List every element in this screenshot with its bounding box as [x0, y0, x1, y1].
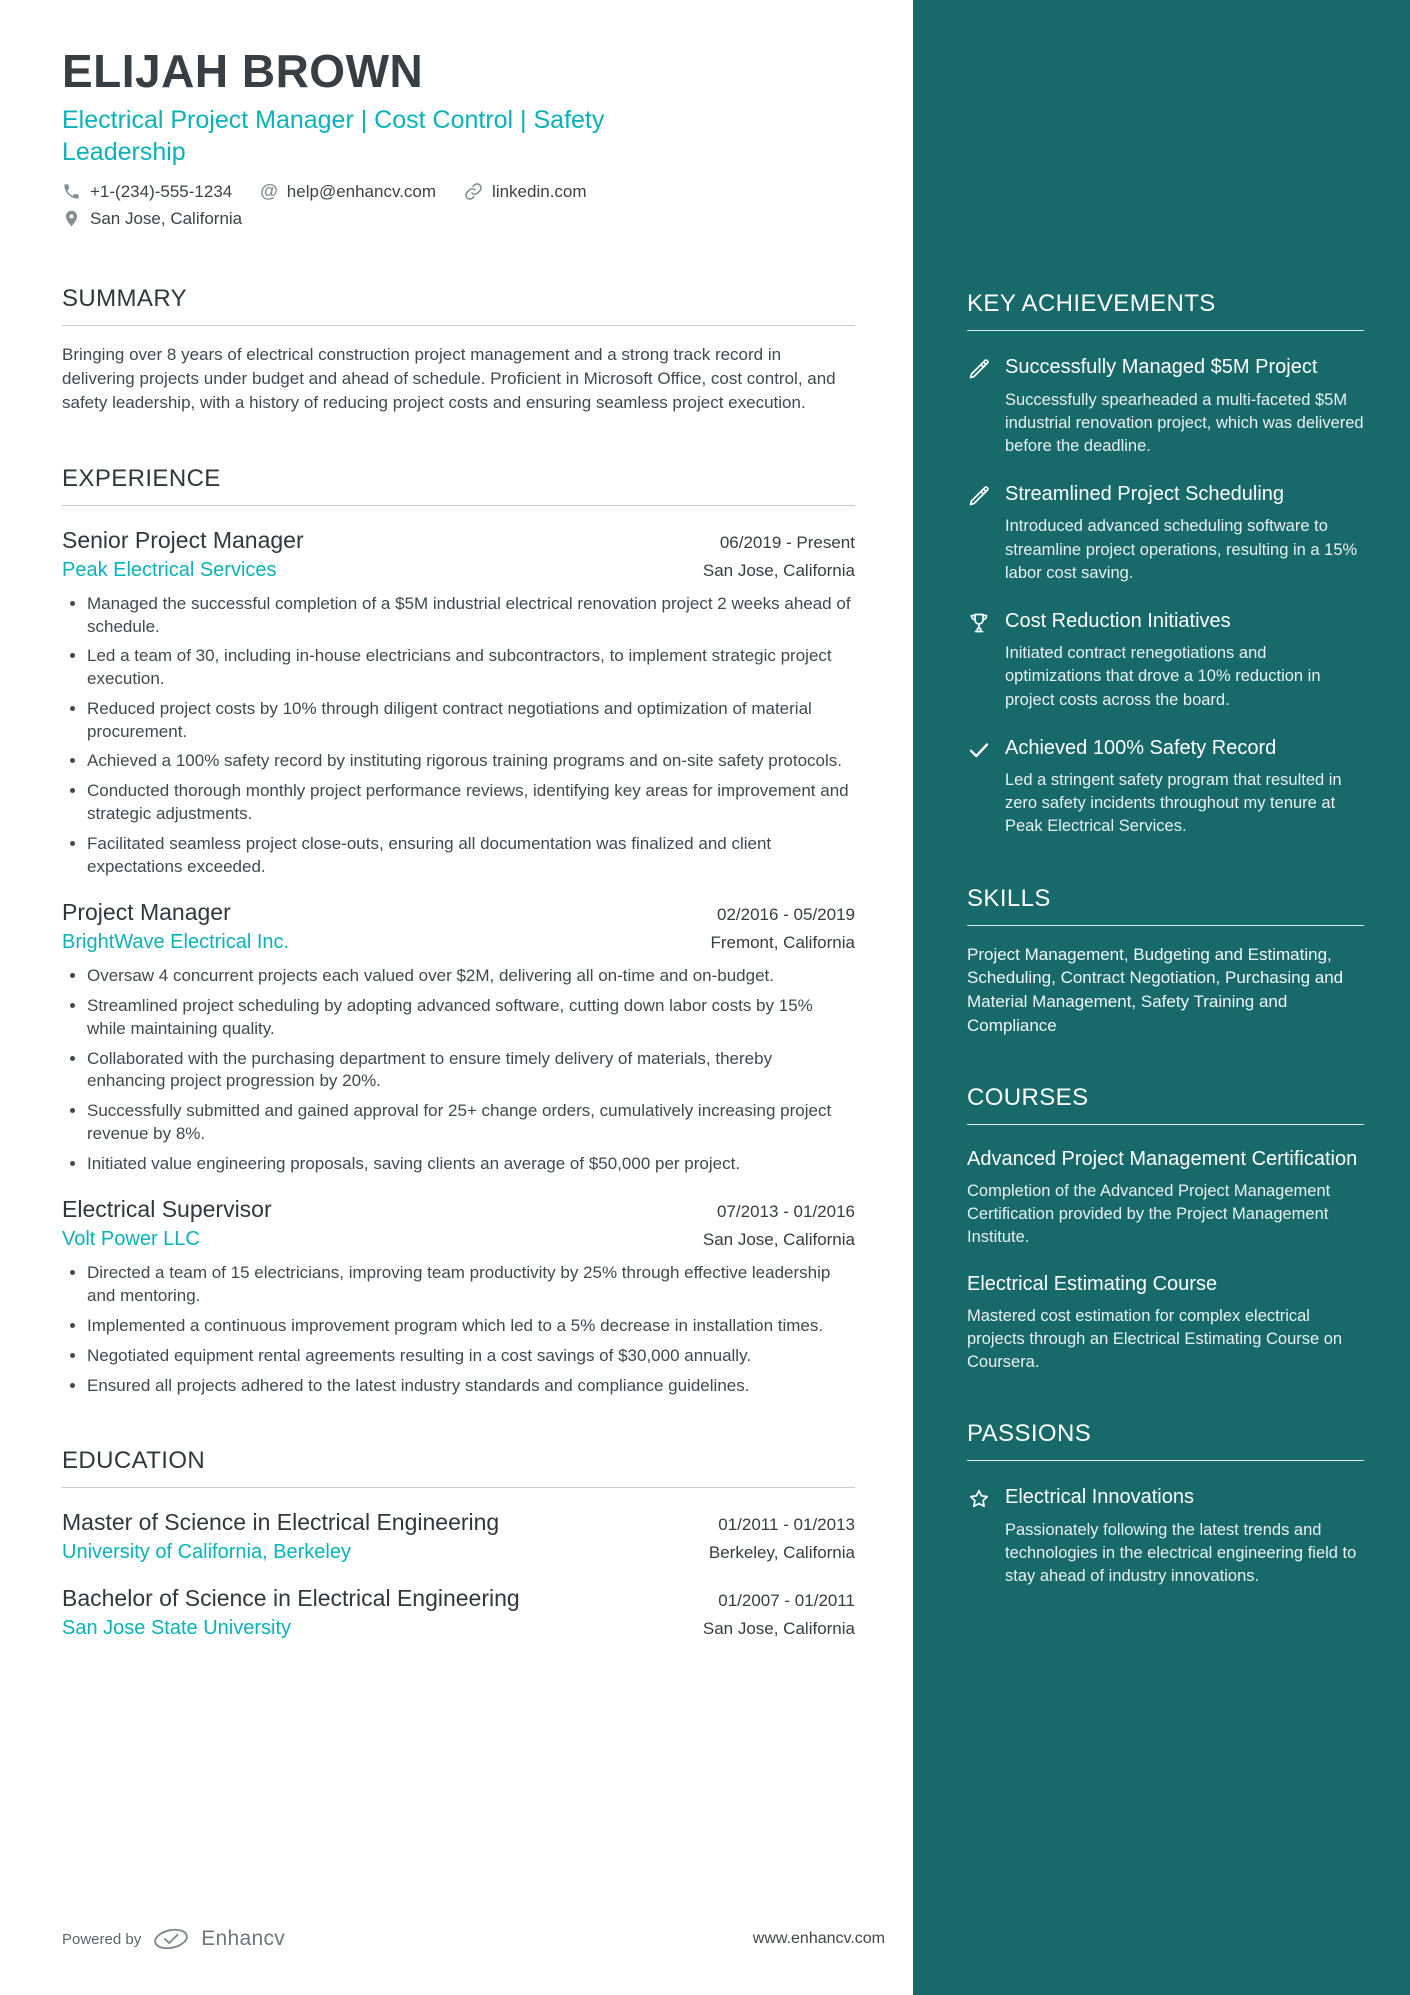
passion-title: Electrical Innovations: [1005, 1486, 1194, 1509]
achievement-body: [1005, 355, 1364, 458]
bullet: • Conducted thorough monthly project performance reviews, identifying key areas for improvement and strategic adjustments.: [87, 780, 855, 826]
company-name: Peak Electrical Services: [62, 558, 277, 581]
job-entry: [62, 1196, 855, 1397]
summary-section: [62, 285, 855, 415]
job-dates: 06/2019 - Present: [719, 532, 855, 552]
company-name: BrightWave Electrical Inc.: [62, 931, 290, 954]
degree-dates: 01/2011 - 01/2013: [718, 1515, 855, 1535]
job-title-row: [62, 899, 855, 926]
summary-heading: SUMMARY: [62, 285, 855, 326]
sidebar: [913, 0, 1410, 1995]
footer: [62, 1927, 885, 1951]
skills-text: Project Management, Budgeting and Estimating, Scheduling, Contract Negotiation, Purchasing and Material Management, Safety Training and Compliance: [967, 944, 1344, 1035]
achievement-body: [1005, 482, 1364, 585]
pen-icon: [967, 357, 991, 381]
course-text: Mastered cost estimation for complex electrical projects through an Electrical Estimating Course on Coursera.: [967, 1307, 1343, 1372]
job-bullets: [62, 965, 855, 1175]
bullet: • Negotiated equipment rental agreements resulting in a cost savings of $30,000 annually.: [87, 1345, 855, 1368]
job-dates: 02/2016 - 05/2019: [716, 905, 855, 925]
link-icon: [464, 182, 483, 201]
degree-school-row: [62, 1617, 855, 1640]
job-location: Fremont, California: [710, 933, 855, 953]
job-company-row: [62, 1228, 855, 1251]
linkedin-url: linkedin.com: [492, 181, 587, 201]
degree-location: San Jose, California: [702, 1619, 855, 1639]
candidate-name: ELIJAH BROWN: [62, 45, 424, 97]
location-contact: [62, 209, 242, 229]
achievement-text: Led a stringent safety program that resulted in zero safety incidents throughout my tenure at Peak Electrical Services.: [1005, 771, 1342, 836]
passion-body: [1005, 1485, 1364, 1588]
courses-heading: COURSES: [967, 1084, 1364, 1125]
experience-section: [62, 465, 855, 1397]
job-title: Electrical Supervisor: [62, 1196, 272, 1223]
phone-icon: [62, 182, 81, 201]
degree-title: Master of Science in Electrical Engineering: [62, 1509, 500, 1536]
courses-section: [967, 1084, 1364, 1375]
job-company-row: [62, 931, 855, 954]
job-location: San Jose, California: [702, 1230, 855, 1250]
job-bullets: [62, 593, 855, 878]
star-icon: [967, 1487, 991, 1511]
candidate-headline: Electrical Project Manager | Cost Control | Safety Leadership: [62, 105, 605, 167]
bullet: • Achieved a 100% safety record by instituting rigorous training programs and on-site safety protocols.: [87, 750, 855, 773]
passion-item: [967, 1485, 1364, 1588]
job-title-row: [62, 527, 855, 554]
job-title: Senior Project Manager: [62, 526, 304, 553]
degree-entry: [62, 1585, 855, 1640]
job-company-row: [62, 559, 855, 582]
degree-title-row: [62, 1509, 855, 1536]
job-title: Project Manager: [62, 899, 231, 926]
skills-section: [967, 885, 1364, 1038]
key-achievements-heading: KEY ACHIEVEMENTS: [967, 290, 1364, 331]
education-heading: EDUCATION: [62, 1447, 855, 1488]
course-item: [967, 1147, 1364, 1250]
job-entry: [62, 899, 855, 1175]
email-address: help@enhancv.com: [286, 181, 437, 201]
course-title: Advanced Project Management Certification: [967, 1147, 1358, 1170]
passions-heading: PASSIONS: [967, 1420, 1364, 1461]
at-icon: @: [260, 181, 278, 202]
passions-section: [967, 1420, 1364, 1588]
school-name: San Jose State University: [62, 1617, 291, 1640]
key-achievements-section: [967, 290, 1364, 839]
bullet: • Successfully submitted and gained approval for 25+ change orders, cumulatively increasing project revenue by 8%.: [87, 1100, 855, 1146]
job-dates: 07/2013 - 01/2016: [716, 1202, 855, 1222]
achievement-item: [967, 736, 1364, 839]
pen-icon: [967, 484, 991, 508]
course-item: [967, 1272, 1364, 1375]
job-location: San Jose, California: [702, 560, 855, 580]
degree-title-row: [62, 1585, 855, 1612]
job-bullets: [62, 1262, 855, 1397]
bullet: • Facilitated seamless project close-outs, ensuring all documentation was finalized and client expectations exceeded.: [87, 833, 855, 879]
bullet: • Ensured all projects adhered to the latest industry standards and compliance guidelines.: [87, 1375, 855, 1398]
job-entry: [62, 527, 855, 878]
trophy-icon: [967, 611, 991, 635]
enhancv-logo-icon: [152, 1927, 190, 1951]
contact-row-2: [62, 209, 855, 229]
experience-heading: EXPERIENCE: [62, 465, 855, 506]
summary-text: Bringing over 8 years of electrical construction project management and a strong track record in delivering projects under budget and ahead of schedule. Proficient in Microsoft Office, cost control, and safety leadership, with a history of reducing project costs and ensuring seamless project execution.: [62, 344, 836, 412]
bullet: • Implemented a continuous improvement program which led to a 5% decrease in installation times.: [87, 1315, 855, 1338]
powered-by-label: Powered by: [62, 1930, 142, 1948]
achievement-title: Successfully Managed $5M Project: [1005, 356, 1318, 378]
achievement-item: [967, 609, 1364, 712]
check-icon: [967, 738, 991, 762]
passion-text: Passionately following the latest trends and technologies in the electrical engineering field to stay ahead of industry innovations.: [1005, 1521, 1357, 1586]
achievement-title: Streamlined Project Scheduling: [1005, 482, 1285, 505]
achievement-text: Initiated contract renegotiations and optimizations that drove a 10% reduction in project costs across the board.: [1005, 644, 1321, 709]
achievement-title: Achieved 100% Safety Record: [1005, 736, 1277, 759]
bullet: • Managed the successful completion of a $5M industrial electrical renovation project 2 weeks ahead of schedule.: [87, 593, 855, 639]
brand-name: Enhancv: [201, 1927, 286, 1950]
achievement-title: Cost Reduction Initiatives: [1005, 609, 1231, 632]
phone-contact: [62, 182, 232, 202]
bullet: • Collaborated with the purchasing department to ensure timely delivery of materials, thereby enhancing project progression by 20%.: [87, 1048, 855, 1094]
phone-number: +1-(234)-555-1234: [90, 181, 233, 201]
job-title-row: [62, 1196, 855, 1223]
bullet: • Led a team of 30, including in-house electricians and subcontractors, to implement strategic project execution.: [87, 645, 855, 691]
education-section: [62, 1447, 855, 1640]
bullet: • Oversaw 4 concurrent projects each valued over $2M, delivering all on-time and on-budget.: [87, 965, 855, 988]
email-contact[interactable]: [260, 182, 436, 202]
degree-school-row: [62, 1541, 855, 1564]
company-name: Volt Power LLC: [62, 1228, 200, 1251]
course-title: Electrical Estimating Course: [967, 1272, 1218, 1295]
website-link[interactable]: www.enhancv.com: [752, 1930, 885, 1947]
achievement-body: [1005, 736, 1364, 839]
location-text: San Jose, California: [90, 208, 243, 228]
school-name: University of California, Berkeley: [62, 1541, 351, 1564]
bullet: • Reduced project costs by 10% through diligent contract negotiations and optimization of material procurement.: [87, 698, 855, 744]
course-text: Completion of the Advanced Project Management Certification provided by the Project Management Institute.: [967, 1182, 1331, 1247]
degree-dates: 01/2007 - 01/2011: [718, 1591, 855, 1611]
location-icon: [62, 209, 81, 228]
degree-title: Bachelor of Science in Electrical Engineering: [62, 1585, 520, 1612]
degree-entry: [62, 1509, 855, 1564]
achievement-item: [967, 355, 1364, 458]
bullet: • Initiated value engineering proposals, saving clients an average of $50,000 per project.: [87, 1153, 855, 1176]
bullet: • Directed a team of 15 electricians, improving team productivity by 25% through effective leadership and mentoring.: [87, 1262, 855, 1308]
resume-header: [62, 46, 855, 229]
achievement-body: [1005, 609, 1364, 712]
bullet: • Streamlined project scheduling by adopting advanced software, cutting down labor costs by 15% while maintaining quality.: [87, 995, 855, 1041]
achievement-text: Successfully spearheaded a multi-faceted $5M industrial renovation project, which was delivered before the deadline.: [1005, 390, 1364, 455]
skills-heading: SKILLS: [967, 885, 1364, 926]
contact-row-1: [62, 182, 855, 202]
powered-by: [62, 1927, 285, 1951]
achievement-text: Introduced advanced scheduling software to streamline project operations, resulting in a 15% labor cost saving.: [1005, 517, 1358, 582]
linkedin-contact[interactable]: [464, 182, 587, 202]
degree-location: Berkeley, California: [708, 1543, 855, 1563]
achievement-item: [967, 482, 1364, 585]
